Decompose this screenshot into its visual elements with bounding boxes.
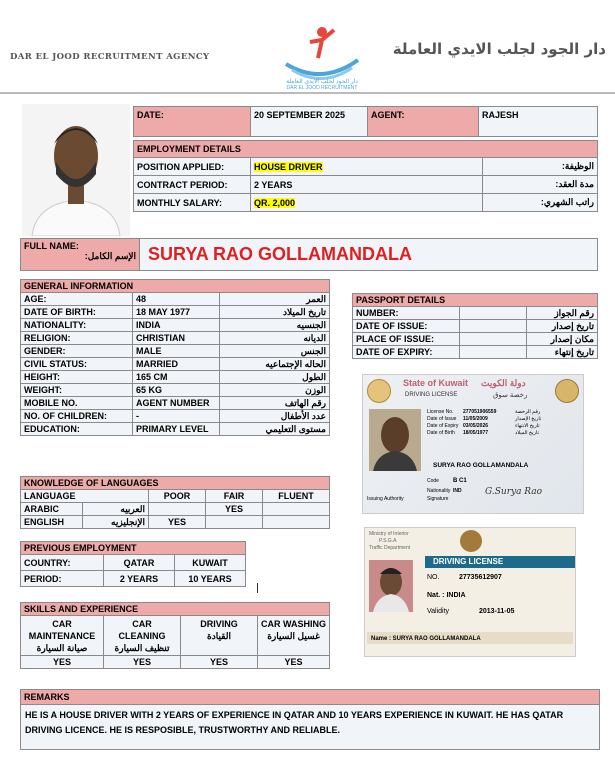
skills-title: SKILLS AND EXPERIENCE <box>21 603 330 616</box>
license-code <box>427 478 467 484</box>
remarks-title: REMARKS <box>21 690 600 705</box>
passport-value <box>460 346 527 359</box>
employment-label-arabic: مدة العقد: <box>483 176 598 194</box>
skill-name: CAR WASHING <box>261 619 326 629</box>
field-label-arabic: تاريخ الانتهاء <box>515 423 540 429</box>
skill-header <box>258 616 330 656</box>
field-label: License No. <box>427 409 454 415</box>
employment-label: MONTHLY SALARY: <box>134 194 251 212</box>
license-signature: G.Surya Rao <box>485 487 543 497</box>
license2-name: Name : SURYA RAO GOLLAMANDALA <box>371 636 481 642</box>
skill-name: DRIVING <box>200 619 238 629</box>
info-label-arabic: عدد الأطفال <box>220 410 330 423</box>
skill-name-arabic: القيادة <box>207 631 231 641</box>
info-label-arabic: العمر <box>220 293 330 306</box>
passport-label: PLACE OF ISSUE: <box>353 333 460 346</box>
emblem-right-icon <box>555 379 579 403</box>
passport-label-arabic: مكان إصدار <box>527 333 598 346</box>
skill-name-arabic: غسيل السيارة <box>267 631 320 641</box>
language-fluent <box>263 503 330 516</box>
info-value: MARRIED <box>133 358 220 371</box>
country-label: COUNTRY: <box>21 555 104 571</box>
salary-value: QR. 2,000 <box>254 197 296 208</box>
license2-portrait-icon <box>369 560 413 612</box>
logo-figure-icon <box>272 20 372 80</box>
license2-traffic: Traffic Department <box>369 545 411 551</box>
portrait-icon <box>22 104 130 236</box>
info-label: MOBILE NO. <box>21 397 133 410</box>
full-name-value: SURYA RAO GOLLAMANDALA <box>140 239 598 271</box>
license-holder-name: SURYA RAO GOLLAMANDALA <box>433 462 529 469</box>
license2-psga: P.S.G.A <box>379 538 397 544</box>
license2-ministry: Ministry of Interior <box>369 531 409 537</box>
language-fluent <box>263 516 330 529</box>
agency-name-arabic: دار الجود لجلب الايدي العاملة <box>392 40 606 58</box>
remarks-text: HE IS A HOUSE DRIVER WITH 2 YEARS OF EXPERIENCE IN QATAR AND 10 YEARS EXPERIENCE IN KUWAIT. HE HAS QATAR DRIVING LICENCE. HE IS RESPOSIBLE, TRUSTWORTHY AND RELIABLE. <box>21 705 600 750</box>
agent-label: AGENT: <box>368 107 479 137</box>
employment-label: CONTRACT PERIOD: <box>134 176 251 194</box>
info-value: 18 MAY 1977 <box>133 306 220 319</box>
info-label: AGE: <box>21 293 133 306</box>
info-label: GENDER: <box>21 345 133 358</box>
passport-value <box>460 333 527 346</box>
license2-no-value: 27735612907 <box>459 574 502 581</box>
info-label-arabic: الوزن <box>220 384 330 397</box>
license2-name-bar <box>367 632 573 644</box>
skill-header <box>21 616 104 656</box>
skill-name-arabic: صيانة السيارة <box>36 642 88 653</box>
passport-table <box>352 293 598 359</box>
country-value: KUWAIT <box>175 555 246 571</box>
license-state: State of Kuwait <box>403 378 469 388</box>
field-label: Date of Birth <box>427 430 455 436</box>
text-cursor <box>257 583 258 593</box>
position-value: HOUSE DRIVER <box>254 161 323 172</box>
language-name: ENGLISH <box>21 516 83 529</box>
info-value: 165 CM <box>133 371 220 384</box>
poor-header: POOR <box>149 490 206 503</box>
license-authority: Issuing Authority <box>367 496 404 502</box>
date-label: DATE: <box>134 107 251 137</box>
info-value: 48 <box>133 293 220 306</box>
emblem-left-icon <box>367 379 391 403</box>
logo-text-english: DAR EL JOOD RECRUITMENT <box>286 85 358 91</box>
languages-table <box>20 476 330 529</box>
field-label-arabic: تاريخ الإصدار <box>515 416 542 422</box>
info-value: CHRISTIAN <box>133 332 220 345</box>
nationality-label: Nationality <box>427 488 451 494</box>
info-label: NATIONALITY: <box>21 319 133 332</box>
qatar-license-card <box>364 527 576 657</box>
info-label: CIVIL STATUS: <box>21 358 133 371</box>
passport-value <box>460 320 527 333</box>
language-fair <box>206 516 263 529</box>
info-label: EDUCATION: <box>21 423 133 436</box>
language-header: LANGUAGE <box>21 490 149 503</box>
employment-table <box>133 140 598 212</box>
skills-table <box>20 602 330 669</box>
license-photo <box>369 409 421 471</box>
info-value: MALE <box>133 345 220 358</box>
info-label-arabic: رقم الهاتف <box>220 397 330 410</box>
employment-label-arabic: الوظيفة: <box>483 158 598 176</box>
previous-title: PREVIOUS EMPLOYMENT <box>21 542 246 555</box>
info-label-arabic: الجنسيه <box>220 319 330 332</box>
employment-value: 2 YEARS <box>251 176 483 194</box>
full-name-label: FULL NAME: <box>24 241 79 251</box>
employment-value <box>251 158 483 176</box>
previous-employment-table <box>20 541 246 587</box>
skill-name: MAINTENANCE <box>28 630 96 641</box>
candidate-photo <box>22 104 130 236</box>
license2-validity-label: Validity <box>427 608 450 615</box>
language-name-arabic: الإنجليزيه <box>83 516 149 529</box>
kuwait-license-card <box>362 374 584 514</box>
license2-validity-value: 2013-11-05 <box>479 608 515 615</box>
qatar-emblem-icon <box>460 530 482 552</box>
license-portrait-icon <box>369 409 421 471</box>
header-divider <box>0 92 615 94</box>
top-table <box>133 106 598 137</box>
field-label: Date of Issue <box>427 416 457 422</box>
period-label: PERIOD: <box>21 571 104 587</box>
info-value: AGENT NUMBER <box>133 397 220 410</box>
skill-value: YES <box>181 656 258 669</box>
license-signature-label: Signature <box>427 496 449 502</box>
field-label-arabic: رقم الرخصة <box>515 409 541 415</box>
language-fair: YES <box>206 503 263 516</box>
passport-label: DATE OF EXPIRY: <box>353 346 460 359</box>
passport-title: PASSPORT DETAILS <box>353 294 598 307</box>
info-label: RELIGION: <box>21 332 133 345</box>
remarks-table <box>20 689 600 750</box>
logo-text-arabic: دار الجود لجلب الايدي العاملة <box>286 79 358 85</box>
info-label: NO. OF CHILDREN: <box>21 410 133 423</box>
skill-value: YES <box>21 656 104 669</box>
date-value: 20 SEPTEMBER 2025 <box>251 107 368 137</box>
skill-name: CAR <box>52 618 72 629</box>
employment-value <box>251 194 483 212</box>
info-value: - <box>133 410 220 423</box>
license2-photo <box>369 560 413 612</box>
passport-label: DATE OF ISSUE: <box>353 320 460 333</box>
passport-label: NUMBER: <box>353 307 460 320</box>
info-label: HEIGHT: <box>21 371 133 384</box>
license-fields <box>427 409 541 437</box>
language-poor <box>149 503 206 516</box>
agent-value: RAJESH <box>479 107 598 137</box>
info-label: WEIGHT: <box>21 384 133 397</box>
general-info-table <box>20 279 330 436</box>
field-label: Date of Expiry <box>427 423 459 429</box>
license-state-arabic: دولة الكويت <box>481 378 526 388</box>
info-value: INDIA <box>133 319 220 332</box>
info-label-arabic: تاريخ الميلاد <box>220 306 330 319</box>
license2-banner <box>425 556 575 568</box>
fair-header: FAIR <box>206 490 263 503</box>
field-label-arabic: تاريخ الميلاد <box>515 430 539 436</box>
license2-validity <box>427 608 514 615</box>
license2-number <box>427 574 502 581</box>
nationality-value: IND <box>453 488 462 494</box>
code-value: B C1 <box>453 478 467 484</box>
info-label-arabic: الحاله الإجتماعيه <box>220 358 330 371</box>
field-value: 18/05/1977 <box>463 430 489 436</box>
info-label-arabic: الطول <box>220 371 330 384</box>
period-value: 2 YEARS <box>104 571 175 587</box>
fluent-header: FLUENT <box>263 490 330 503</box>
skill-name: CLEANING <box>118 630 166 641</box>
general-info-title: GENERAL INFORMATION <box>21 280 330 293</box>
passport-value <box>460 307 527 320</box>
info-value: 65 KG <box>133 384 220 397</box>
skill-value: YES <box>104 656 181 669</box>
agency-logo <box>272 20 372 92</box>
license-title-arabic: رخصة سوق <box>493 392 528 399</box>
info-value: PRIMARY LEVEL <box>133 423 220 436</box>
skill-value: YES <box>258 656 330 669</box>
skill-name: CAR <box>132 618 152 629</box>
full-name-table <box>20 238 598 271</box>
period-value: 10 YEARS <box>175 571 246 587</box>
license2-title: DRIVING LICENSE <box>433 557 504 566</box>
license2-no-label: NO. <box>427 574 440 581</box>
field-value: 11/05/2009 <box>463 416 488 422</box>
info-label-arabic: الجنس <box>220 345 330 358</box>
employment-label-arabic: راتب الشهري: <box>483 194 598 212</box>
passport-label-arabic: رقم الجواز <box>527 307 598 320</box>
license-title: DRIVING LICENSE <box>405 392 458 398</box>
employment-label: POSITION APPLIED: <box>134 158 251 176</box>
info-label: DATE OF BIRTH: <box>21 306 133 319</box>
info-label-arabic: مستوى التعليمي <box>220 423 330 436</box>
languages-title: KNOWLEDGE OF LANGUAGES <box>21 477 330 490</box>
language-poor: YES <box>149 516 206 529</box>
skill-name-arabic: تنظيف السيارة <box>114 642 170 653</box>
passport-label-arabic: تاريخ إصدار <box>527 320 598 333</box>
employment-title: EMPLOYMENT DETAILS <box>134 141 598 158</box>
passport-label-arabic: تاريخ إنتهاء <box>527 346 598 359</box>
info-label-arabic: الديانه <box>220 332 330 345</box>
license-nationality <box>427 488 462 494</box>
language-name: ARABIC <box>21 503 83 516</box>
field-value: 277051906559 <box>463 409 497 415</box>
code-label: Code <box>427 478 439 484</box>
agency-name-english: DAR EL JOOD RECRUITMENT AGENCY <box>10 52 210 62</box>
field-value: 03/05/2026 <box>463 423 489 429</box>
skill-header <box>181 616 258 656</box>
language-name-arabic: العربيه <box>83 503 149 516</box>
skill-header <box>104 616 181 656</box>
license2-nationality: Nat. : INDIA <box>427 592 466 599</box>
full-name-label-cell <box>21 239 140 271</box>
country-value: QATAR <box>104 555 175 571</box>
full-name-label-arabic: الإسم الكامل: <box>84 251 136 261</box>
